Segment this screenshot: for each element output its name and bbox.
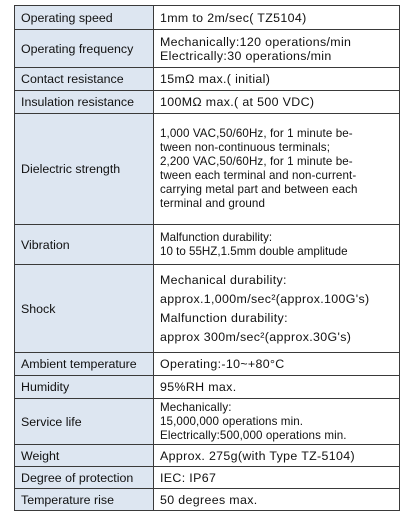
value-line: Operating:-10~+80°C xyxy=(160,357,285,371)
value-line: 50 degrees max. xyxy=(160,492,258,507)
row-label-vibration: Vibration xyxy=(15,225,154,265)
table-row xyxy=(15,6,400,30)
table-row xyxy=(15,265,400,353)
row-value-degree-of-protection xyxy=(154,467,400,489)
row-value-insulation-resistance xyxy=(154,91,400,114)
value-line: 10 to 55HZ,1.5mm double amplitude xyxy=(160,244,348,258)
value-line: terminal and ground xyxy=(160,197,266,210)
row-label-weight: Weight xyxy=(15,445,154,467)
value-line: Approx. 275g(with Type TZ-5104) xyxy=(160,448,355,463)
row-value-dielectric-strength xyxy=(154,114,400,225)
row-label-ambient-temperature: Ambient temperature xyxy=(15,353,154,376)
specifications-table xyxy=(14,5,400,511)
value-line: Mechanically:120 operations/min xyxy=(160,34,352,49)
row-label-humidity: Humidity xyxy=(15,376,154,399)
value-line: 1mm to 2m/sec( TZ5104) xyxy=(160,10,307,25)
value-line: Malfunction durability: xyxy=(160,311,288,325)
value-line: Malfunction durability: xyxy=(160,230,273,244)
row-value-contact-resistance xyxy=(154,68,400,91)
row-value-vibration xyxy=(154,225,400,265)
value-line: 1,000 VAC,50/60Hz, for 1 minute be- xyxy=(160,127,353,140)
value-line: Electrically:500,000 operations min. xyxy=(160,428,347,442)
row-label-insulation-resistance: Insulation resistance xyxy=(15,91,154,114)
row-label-shock: Shock xyxy=(15,265,154,353)
table-row xyxy=(15,399,400,445)
row-label-service-life: Service life xyxy=(15,399,154,445)
value-line: 100MΩ max.( at 500 VDC) xyxy=(160,95,315,109)
row-label-degree-of-protection: Degree of protection xyxy=(15,467,154,489)
row-value-temperature-rise xyxy=(154,489,400,511)
value-line: tween non-continuous terminals; xyxy=(160,141,331,154)
value-line: Electrically:30 operations/min xyxy=(160,48,332,63)
row-value-operating-speed xyxy=(154,6,400,30)
table-row xyxy=(15,30,400,68)
table-row xyxy=(15,225,400,265)
value-line: carrying metal part and between each xyxy=(160,183,358,196)
table-row xyxy=(15,376,400,399)
row-value-weight xyxy=(154,445,400,467)
table-row xyxy=(15,467,400,489)
row-value-operating-frequency xyxy=(154,30,400,68)
value-line: Mechanical durability: xyxy=(160,273,287,287)
row-value-service-life xyxy=(154,399,400,445)
value-line: approx 300m/sec²(approx.30G's) xyxy=(160,330,352,344)
row-label-temperature-rise: Temperature rise xyxy=(15,489,154,511)
value-line: 2,200 VAC,50/60Hz, for 1 minute be- xyxy=(160,155,353,168)
row-value-shock xyxy=(154,265,400,353)
row-label-dielectric-strength: Dielectric strength xyxy=(15,114,154,225)
value-line: Mechanically: xyxy=(160,400,232,414)
value-line: tween each terminal and non-current- xyxy=(160,169,357,182)
table-row xyxy=(15,489,400,511)
value-line: approx.1,000m/sec²(approx.100G's) xyxy=(160,292,370,306)
value-line: 95%RH max. xyxy=(160,380,237,394)
value-line: 15,000,000 operations min. xyxy=(160,414,304,428)
table-row xyxy=(15,91,400,114)
row-value-ambient-temperature xyxy=(154,353,400,376)
row-label-operating-frequency: Operating frequency xyxy=(15,30,154,68)
table-row xyxy=(15,114,400,225)
row-label-operating-speed: Operating speed xyxy=(15,6,154,30)
row-label-contact-resistance: Contact resistance xyxy=(15,68,154,91)
row-value-humidity xyxy=(154,376,400,399)
table-row xyxy=(15,68,400,91)
value-line: 15mΩ max.( initial) xyxy=(160,72,271,86)
table-row xyxy=(15,445,400,467)
value-line: IEC: IP67 xyxy=(160,470,217,485)
table-row xyxy=(15,353,400,376)
